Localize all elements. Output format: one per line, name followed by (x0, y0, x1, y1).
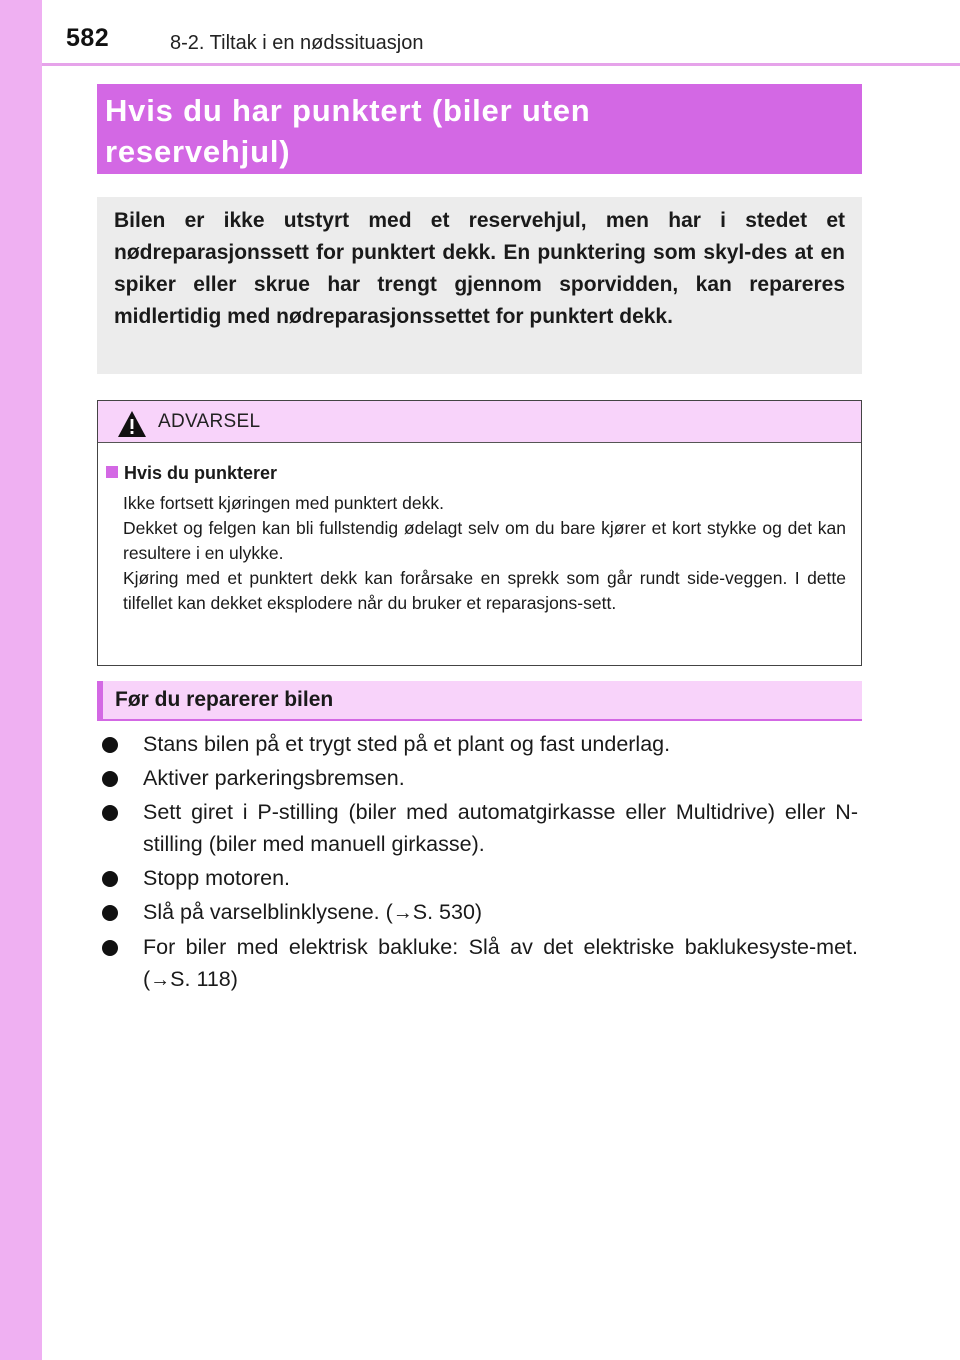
intro-box (97, 197, 862, 374)
page-title-line1: Hvis du har punktert (biler uten (105, 93, 591, 128)
section-title: 8-2. Tiltak i en nødssituasjon (170, 32, 424, 54)
arrow-right-icon: → (392, 902, 413, 924)
bullet-icon (102, 940, 118, 956)
warning-body (123, 491, 846, 616)
subsection-bar (97, 681, 862, 721)
header-rule (42, 63, 960, 66)
square-bullet-icon (106, 466, 118, 478)
steps-list (98, 728, 858, 998)
list-item (98, 796, 858, 860)
list-item (98, 862, 858, 894)
warning-label: ADVARSEL (158, 411, 261, 432)
list-item (98, 931, 858, 996)
warning-header (98, 401, 861, 443)
arrow-right-icon: → (150, 969, 171, 991)
page-title-line2: reservehjul) (105, 134, 291, 169)
step-text: Stans bilen på et trygt sted på et plant og fast underlag. (143, 732, 671, 756)
step-text: Aktiver parkeringsbremsen. (143, 766, 405, 790)
list-item (98, 728, 858, 760)
step-text: Sett giret i P-stilling (biler med automatgirkasse eller Multidrive) eller N-stilling (biler med manuell girkasse). (143, 800, 858, 856)
list-item (98, 762, 858, 794)
bullet-icon (102, 905, 118, 921)
bullet-icon (102, 871, 118, 887)
page-reference: S. 118) (170, 967, 238, 991)
warning-triangle-icon (117, 410, 147, 438)
warning-paragraph: Kjøring med et punktert dekk kan forårsake en sprekk som går rundt side-veggen. I dette tilfellet kan dekket eksplodere når du bruker et reparasjons-sett. (123, 568, 846, 613)
bullet-icon (102, 771, 118, 787)
title-bar (97, 84, 862, 174)
warning-heading-text: Hvis du punkterer (124, 463, 278, 483)
step-text: For biler med elektrisk bakluke: Slå av det elektriske baklukesyste-met. ( (143, 935, 858, 991)
subsection-heading: Før du reparerer bilen (115, 688, 334, 711)
page-title (105, 90, 845, 172)
page-reference: S. 530) (412, 900, 483, 924)
step-text: Stopp motoren. (143, 866, 291, 890)
warning-heading (106, 463, 277, 484)
subsection-accent (97, 681, 103, 721)
warning-paragraph: Dekket og felgen kan bli fullstendig ødelagt selv om du bare kjører et kort stykke og det kan resultere i en ulykke. (123, 518, 846, 563)
page-number: 582 (66, 24, 110, 52)
bullet-icon (102, 737, 118, 753)
bullet-icon (102, 805, 118, 821)
intro-text: Bilen er ikke utstyrt med et reservehjul, men har i stedet et nødreparasjonssett for punktert dekk. En punktering som skyl-des at en spiker eller skrue har trengt gjennom sporvidden, kan repareres midlertidig med nødreparasjonssettet for punktert dekk. (114, 209, 845, 328)
list-item (98, 896, 858, 929)
step-text: Slå på varselblinklysene. ( (143, 900, 393, 924)
warning-box (97, 400, 862, 666)
warning-paragraph: Ikke fortsett kjøringen med punktert dekk. (123, 493, 444, 513)
side-strip (0, 0, 42, 1360)
